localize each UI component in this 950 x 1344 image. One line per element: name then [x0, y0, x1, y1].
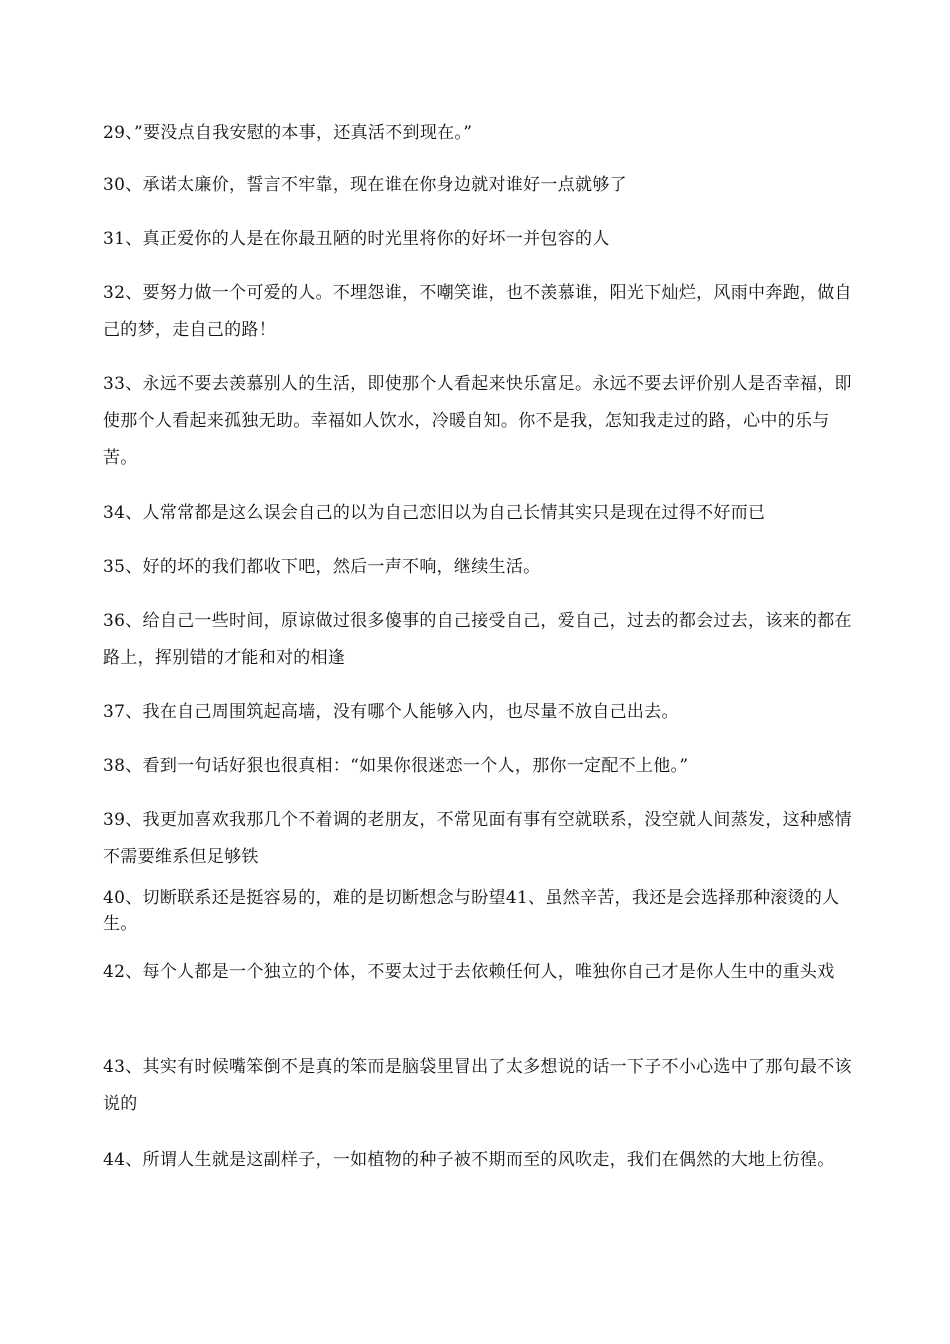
entry-31: 31、真正爱你的人是在你最丑陋的时光里将你的好坏一并包容的人 — [103, 229, 610, 249]
entry-39: 39、我更加喜欢我那几个不着调的老朋友，不常见面有事有空就联系，没空就人间蒸发，这种感情不需要维系但足够铁 — [103, 810, 852, 867]
entry-30: 30、承诺太廉价，誓言不牢靠，现在谁在你身边就对谁好一点就够了 — [103, 175, 627, 195]
entry-44: 44、所谓人生就是这副样子，一如植物的种子被不期而至的风吹走，我们在偶然的大地上彷徨。 — [103, 1150, 835, 1170]
entry-38: 38、看到一句话好狠也很真相：“如果你很迷恋一个人，那你一定配不上他。” — [103, 756, 689, 776]
entry-34: 34、人常常都是这么误会自己的以为自己恋旧以为自己长情其实只是现在过得不好而已 — [103, 503, 766, 523]
entry-36: 36、给自己一些时间，原谅做过很多傻事的自己接受自己，爱自己，过去的都会过去，该来的都在路上，挥别错的才能和对的相逢 — [103, 611, 852, 668]
entry-35: 35、好的坏的我们都收下吧，然后一声不响，继续生活。 — [103, 557, 541, 577]
entry-32: 32、要努力做一个可爱的人。不埋怨谁，不嘲笑谁，也不羡慕谁，阳光下灿烂，风雨中奔跑，做自己的梦，走自己的路！ — [103, 283, 852, 340]
entry-33: 33、永远不要去羡慕别人的生活，即使那个人看起来快乐富足。永远不要去评价别人是否幸福，即使那个人看起来孤独无助。幸福如人饮水，冷暖自知。你不是我，怎知我走过的路，心中的乐与苦。 — [103, 374, 852, 468]
entry-42: 42、每个人都是一个独立的个体，不要太过于去依赖任何人，唯独你自己才是你人生中的重头戏 — [103, 962, 835, 982]
entry-29: 29、”要没点自我安慰的本事，还真活不到现在。” — [103, 123, 473, 143]
entry-43: 43、其实有时候嘴笨倒不是真的笨而是脑袋里冒出了太多想说的话一下子不小心选中了那句最不该说的 — [103, 1057, 852, 1114]
entry-37: 37、我在自己周围筑起高墙，没有哪个人能够入内，也尽量不放自己出去。 — [103, 702, 679, 722]
entry-40-41: 40、切断联系还是挺容易的，难的是切断想念与盼望41、虽然辛苦，我还是会选择那种滚烫的人生。 — [103, 888, 840, 934]
